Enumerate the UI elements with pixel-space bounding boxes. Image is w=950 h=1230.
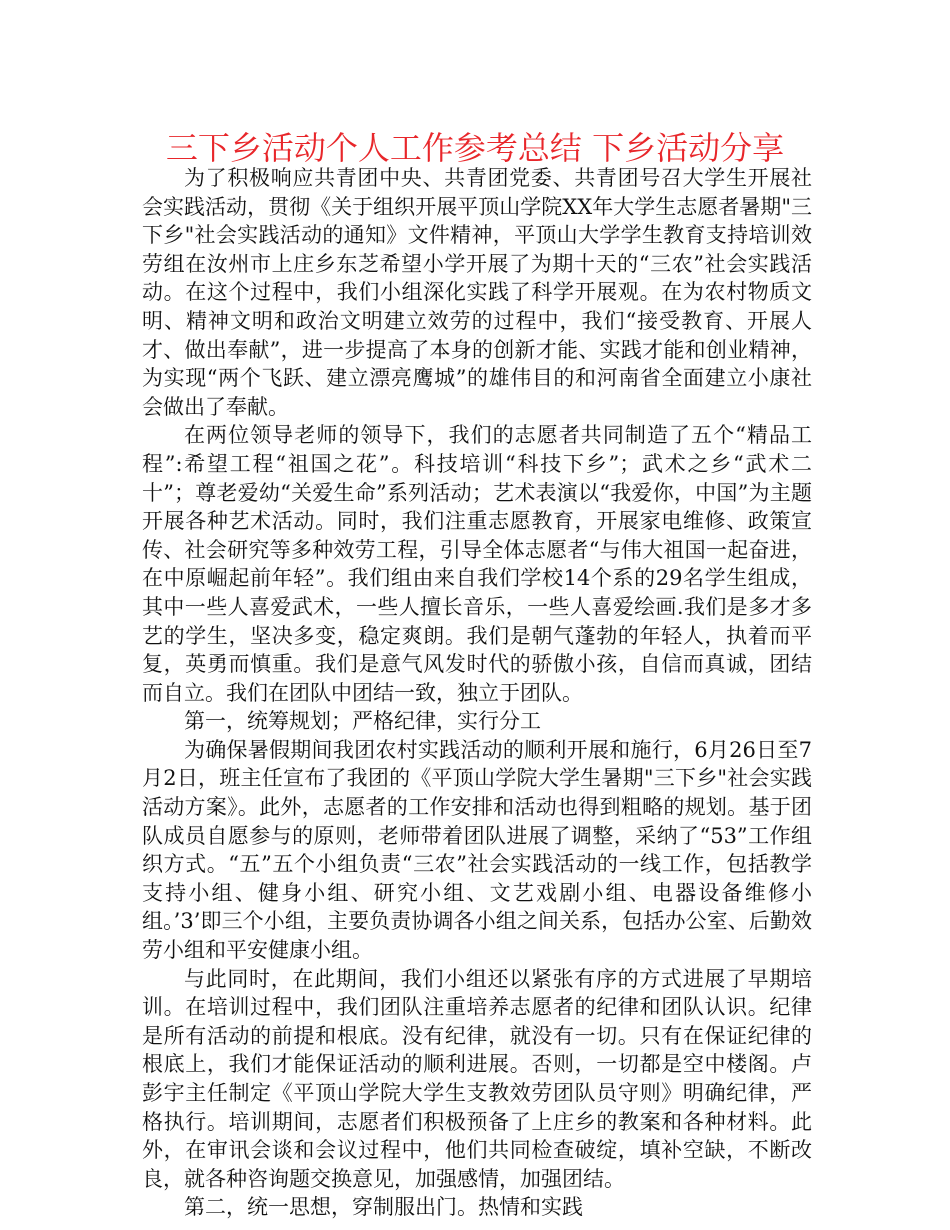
section-heading-second: 第二，统一思想，穿制服出门。热情和实践 (184, 1195, 583, 1220)
paragraph-five-projects: 在两位领导老师的领导下，我们的志愿者共同制造了五个“精品工程”:希望工程“祖国之花”。科技培训“科技下乡”；武术之乡“武术二十”；尊老爱幼“关爱生命”系列活动；艺术表演以“我爱你，中国”为主题开展各种艺术活动。同时，我们注重志愿教育，开展家电维修、政策宣传、社会研究等多种效劳工程，引导全体志愿者“与伟大祖国一起奋进，在中原崛起前年轻”。我们组由来自我们学校14个系的29名学生组成，其中一些人喜爱武术，一些人擅长音乐，一些人喜爱绘画.我们是多才多艺的学生，坚决多变，稳定爽朗。我们是朝气蓬勃的年轻人，执着而平复，英勇而慎重。我们是意气风发时代的骄傲小孩，自信而真诚，团结而自立。我们在团队中团结一致，独立于团队。 (142, 423, 812, 705)
section-heading-first: 第一，统筹规划；严格纪律，实行分工 (184, 709, 541, 734)
paragraph-planning: 为确保暑假期间我团农村实践活动的顺利开展和施行，6月26日至7月2日，班主任宣布了我团的《平顶山学院大学生暑期"三下乡"社会实践活动方案》。此外，志愿者的工作安排和活动也得到粗略的规划。基于团队成员自愿参与的原则，老师带着团队进展了调整，采纳了“53”工作组织方式。“五”五个小组负责“三农”社会实践活动的一线工作，包括教学支持小组、健身小组、研究小组、文艺戏剧小组、电器设备维修小组。’3’即三个小组，主要负责协调各小组之间关系，包括办公室、后勤效劳小组和平安健康小组。 (142, 737, 812, 963)
paragraph-intro: 为了积极响应共青团中央、共青团党委、共青团号召大学生开展社会实践活动，贯彻《关于组织开展平顶山学院XX年大学生志愿者暑期"三下乡"社会实践活动的通知》文件精神，平顶山大学学生教育支持培训效劳组在汝州市上庄乡东芝希望小学开展了为期十天的“三农”社会实践活动。在这个过程中，我们小组深化实践了科学开展观。在为农村物质文明、精神文明和政治文明建立效劳的过程中，我们“接受教育、开展人才、做出奉献”，进一步提高了本身的创新才能、实践才能和创业精神，为实现“两个飞跃、建立漂亮鹰城”的雄伟目的和河南省全面建立小康社会做出了奉献。 (142, 166, 812, 419)
document-title: 三下乡活动个人工作参考总结 下乡活动分享 (165, 129, 785, 167)
paragraph-training: 与此同时，在此期间，我们小组还以紧张有序的方式进展了早期培训。在培训过程中，我们团队注重培养志愿者的纪律和团队认识。纪律是所有活动的前提和根底。没有纪律，就没有一切。只有在保证纪律的根底上，我们才能保证活动的顺利进展。否则，一切都是空中楼阁。卢彭宇主任制定《平顶山学院大学生支教效劳团队员守则》明确纪律，严格执行。培训期间，志愿者们积极预备了上庄乡的教案和各种材料。此外，在审讯会谈和会议过程中，他们共同检查破绽，填补空缺，不断改良，就各种咨询题交换意见，加强感情，加强团结。 (142, 966, 812, 1191)
document-body (142, 164, 812, 1222)
